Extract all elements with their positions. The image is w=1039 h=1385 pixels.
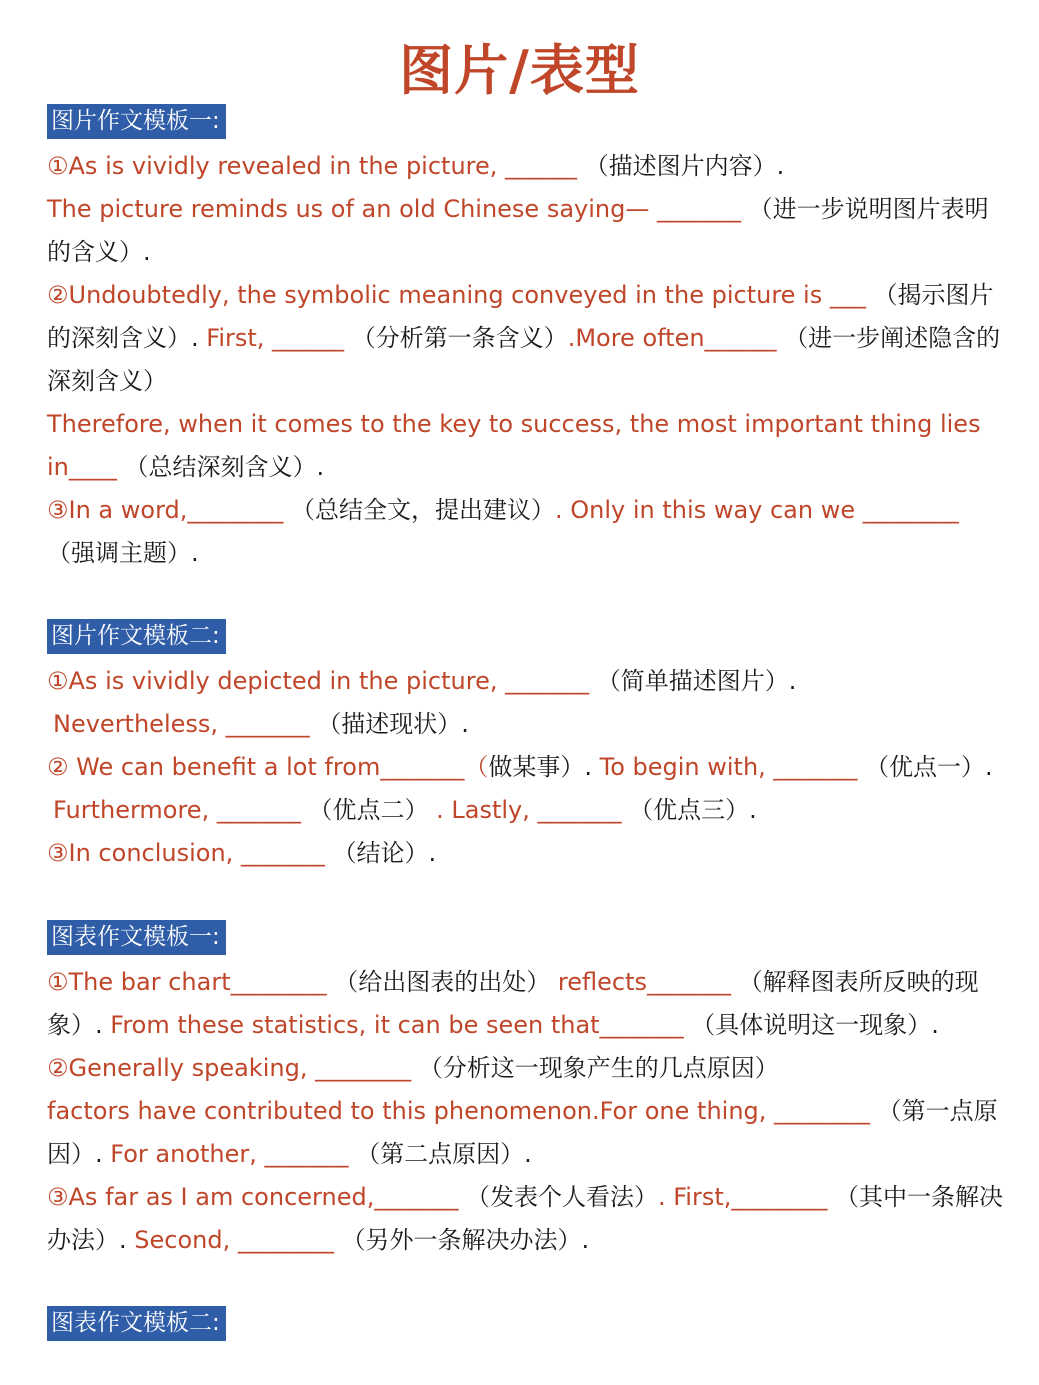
- chinese-note: （分析这一现象产生的几点原因）: [418, 1054, 779, 1082]
- template-paragraph: [47, 703, 1012, 746]
- template-paragraph: [47, 1090, 1012, 1176]
- chinese-note: （第二点原因）.: [356, 1140, 532, 1168]
- english-text: .More often______: [567, 324, 777, 352]
- chinese-note: （第一点原因）.: [47, 1097, 998, 1168]
- english-text: Nevertheless, _______: [53, 710, 310, 738]
- template-paragraph: [47, 403, 1012, 489]
- chinese-note: 做某事）.: [488, 753, 592, 781]
- chinese-note: （描述图片内容）.: [584, 152, 785, 180]
- template-paragraph: [47, 145, 1012, 188]
- chinese-note: （优点一）.: [865, 753, 993, 781]
- english-text: To begin with, _______: [599, 753, 858, 781]
- chinese-note: （简单描述图片）.: [596, 667, 797, 695]
- english-text: ①The bar chart________: [47, 968, 327, 996]
- english-text: From these statistics, it can be seen that_______: [110, 1011, 684, 1039]
- english-text: First, ______: [206, 324, 345, 352]
- template-paragraph: [47, 1047, 1012, 1090]
- english-text: ③In conclusion, _______: [47, 839, 325, 867]
- template-paragraph: [47, 274, 1012, 403]
- chinese-note: （进一步阐述隐含的深刻含义）: [47, 324, 1001, 395]
- english-text: For another, _______: [110, 1140, 349, 1168]
- chinese-note: （进一步说明图片表明的含义）.: [47, 195, 989, 266]
- chinese-note: （总结深刻含义）.: [124, 453, 325, 481]
- chinese-note: （优点二）: [308, 796, 429, 824]
- chinese-note: （强调主题）.: [47, 539, 199, 567]
- template-paragraph: [47, 660, 1012, 703]
- english-text: Furthermore, _______: [53, 796, 301, 824]
- english-text: ③In a word,________: [47, 496, 284, 524]
- section-picture-template-1: [47, 104, 1012, 575]
- english-text: . Only in this way can we ________: [555, 496, 959, 524]
- chinese-note: （另外一条解决办法）.: [341, 1226, 590, 1254]
- section-label: 图表作文模板一:: [47, 920, 226, 955]
- template-paragraph: [47, 746, 1012, 789]
- chinese-note: （解释图表所反映的现象）.: [47, 968, 979, 1039]
- english-text: ①As is vividly depicted in the picture, _______: [47, 667, 590, 695]
- template-paragraph: [47, 1176, 1012, 1262]
- english-text: . Lastly, _______: [436, 796, 622, 824]
- chinese-note: （具体说明这一现象）.: [691, 1011, 939, 1039]
- section-picture-template-2: [47, 619, 1012, 875]
- template-paragraph: [47, 789, 1012, 832]
- template-paragraph: [47, 188, 1012, 274]
- section-label: 图片作文模板二:: [47, 619, 226, 654]
- english-text: ②Undoubtedly, the symbolic meaning conveyed in the picture is ___: [47, 281, 866, 309]
- chinese-note: （描述现状）.: [317, 710, 469, 738]
- english-text: factors have contributed to this phenomenon.For one thing, ________: [47, 1097, 871, 1125]
- english-text: reflects_______: [557, 968, 731, 996]
- chinese-note: （发表个人看法）: [465, 1183, 658, 1211]
- english-text: Second, ________: [134, 1226, 334, 1254]
- english-text: The picture reminds us of an old Chinese saying— _______: [47, 195, 741, 223]
- template-paragraph: [47, 832, 1012, 875]
- template-paragraph: [47, 489, 1012, 575]
- page-title: 图片/表型: [399, 39, 640, 102]
- english-text: ①As is vividly revealed in the picture, ______: [47, 152, 578, 180]
- chinese-note: （优点三）.: [629, 796, 757, 824]
- chinese-note: （其中一条解决办法）.: [47, 1183, 1004, 1254]
- section-label: 图表作文模板二:: [47, 1306, 226, 1341]
- chinese-note: （给出图表的出处）: [334, 968, 551, 996]
- chinese-note: （结论）.: [332, 839, 437, 867]
- template-paragraph: [47, 961, 1012, 1047]
- section-label: 图片作文模板一:: [47, 104, 226, 139]
- section-chart-template-1: [47, 920, 1012, 1262]
- english-text: ③As far as I am concerned,_______: [47, 1183, 459, 1211]
- english-text: ②Generally speaking, ________: [47, 1054, 412, 1082]
- chinese-note: （揭示图片的深刻含义）.: [47, 281, 994, 352]
- english-text: . First,________: [657, 1183, 828, 1211]
- section-chart-template-2: [47, 1306, 1012, 1347]
- chinese-note: （分析第一条含义）: [351, 324, 568, 352]
- english-text: Therefore, when it comes to the key to success, the most important thing lies in____: [47, 410, 981, 481]
- english-text: ② We can benefit a lot from_______（: [47, 753, 489, 781]
- chinese-note: （总结全文，提出建议）: [291, 496, 556, 524]
